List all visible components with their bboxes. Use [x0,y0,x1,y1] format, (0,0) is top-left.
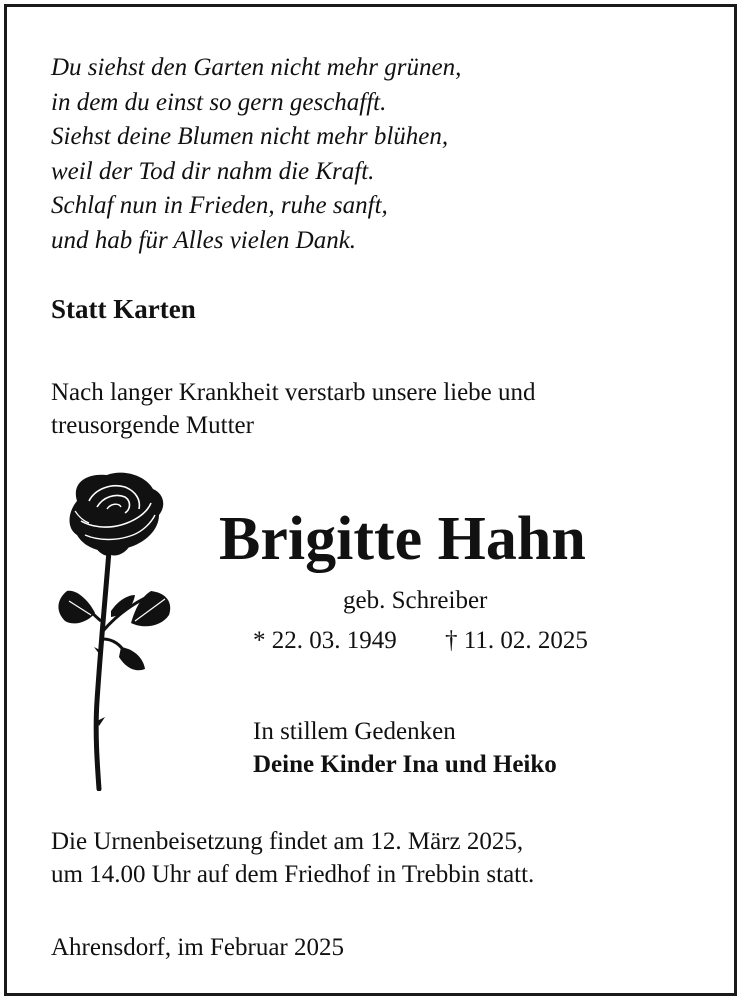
notice-heading: Statt Karten [51,294,196,324]
intro-line: Nach langer Krankheit verstarb unsere liebe und [51,379,536,406]
obituary-notice [4,4,737,996]
poem-line: Du siehst den Garten nicht mehr grünen, [51,54,462,81]
deceased-name: Brigitte Hahn [219,505,586,573]
poem-line: weil der Tod dir nahm die Kraft. [51,157,375,185]
funeral-info [51,825,534,891]
poem-line: in dem du einst so gern geschafft. [51,88,387,116]
poem-line: und hab für Alles vielen Dank. [51,226,357,254]
poem-line: Schlaf nun in Frieden, ruhe sanft, [51,192,388,219]
death-date: † 11. 02. 2025 [445,627,588,654]
birth-name: geb. Schreiber [343,587,488,614]
intro-text [51,376,536,442]
intro-line: treusorgende Mutter [51,412,254,439]
rose-icon [55,471,175,791]
poem [51,51,461,258]
poem-line: Siehst deine Blumen nicht mehr blühen, [51,123,449,150]
funeral-line: Die Urnenbeisetzung findet am 12. März 2025, [51,828,524,855]
birth-date: * 22. 03. 1949 [253,627,397,654]
funeral-line: um 14.00 Uhr auf dem Friedhof in Trebbin statt. [51,861,535,888]
memorial-line: In stillem Gedenken [253,718,456,745]
signers: Deine Kinder Ina und Heiko [253,751,557,778]
place-date: Ahrensdorf, im Februar 2025 [51,934,344,961]
